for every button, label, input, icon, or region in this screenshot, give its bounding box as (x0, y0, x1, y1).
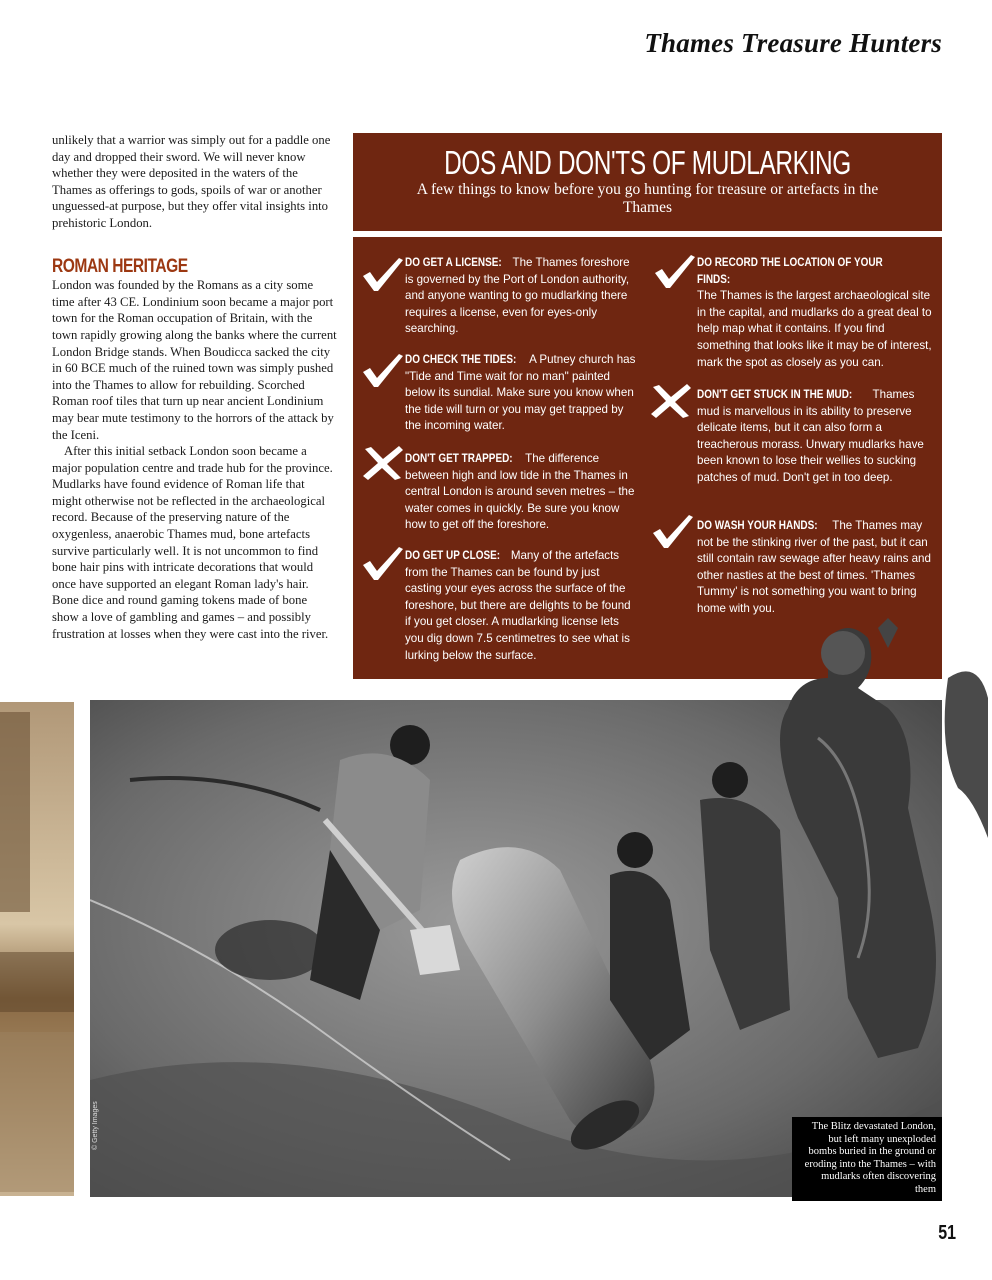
tip-title: DO WASH YOUR HANDS: (697, 519, 818, 532)
left-column (52, 132, 337, 642)
tip-title: DO GET A LICENSE: (405, 256, 502, 269)
roman-paragraph-1: London was founded by the Romans as a city some time after 43 CE. Londinium soon became a major port town for the Roman occupation of Britain, with the town rapidly growing along the banks where the current London Bridge stands. When Boudicca sacked the city in 60 BCE much of the ruined town was simply pushed into the Thames to allow for rebuilding. Scorched Roman roof tiles that turn up near ancient Londinium may bear mute testimony to the horrors of the attack by the Iceni. (52, 278, 337, 442)
photo-caption: The Blitz devastated London, but left many unexploded bombs buried in the ground or eroding into the Thames – with mudlarks often discovering them (792, 1117, 942, 1201)
tip-get-up-close (405, 548, 639, 664)
box-header (353, 133, 942, 231)
dos-donts-box (353, 133, 942, 679)
section-heading-roman-heritage: ROMAN HERITAGE (52, 255, 188, 277)
box-title: DOS AND DON'TS OF MUDLARKING (444, 144, 851, 181)
intro-paragraph: unlikely that a warrior was simply out for a paddle one day and dropped their sword. We will never know whether they were deposited in the waters of the Thames as offerings to gods, spoils of war or another unguessed-at purpose, but they offer vital insights into prehistoric London. (52, 133, 331, 230)
check-mark-icon (653, 253, 697, 289)
tip-body: The Thames is the largest archaeological site in the capital, and mudlarks do a great deal to help map what it contains. If you find something that looks like it may be of interest, mark the spot as closely as you can. (697, 289, 932, 369)
tip-body: The difference between high and low tide in the Thames in central London is around seven metres – the water comes in quickly. Be sure you know how to get off the foreshore. (405, 452, 635, 532)
check-mark-icon (361, 352, 405, 388)
page-number: 51 (937, 1222, 956, 1244)
tip-title: DON'T GET TRAPPED: (405, 452, 513, 465)
check-mark-icon (361, 545, 405, 581)
tip-check-tides (405, 352, 639, 435)
tip-title: DO RECORD THE LOCATION OF YOUR FINDS: (697, 256, 883, 286)
check-mark-icon (361, 256, 405, 292)
tip-body: Many of the artefacts from the Thames can be found by just casting your eyes across the surface of the foreshore, but there are delights to be found if you get closer. A mudlarking license lets you dig down 7.5 centimetres to see what is lurking below the surface. (405, 549, 631, 662)
tip-body: Thames mud is marvellous in its ability to preserve delicate items, but it can also form a treacherous morass. Unwary mudlarks have been known to lose their wellies to sucking patches of mud. Don't get in too deep. (697, 388, 924, 484)
tip-body: The Thames may not be the stinking river of the past, but it can still contain raw sewage after heavy rains and other nasties at the best of times. 'Thames Tummy' is not something you want to bring home with you. (697, 519, 931, 615)
box-subtitle: A few things to know before you go hunting for treasure or artefacts in the Thames (416, 181, 879, 216)
tip-get-license (405, 255, 639, 338)
tip-body: A Putney church has "Tide and Time wait for no man" painted below its sundial. Make sure you know when the tide will turn or you may get trapped by the incoming water. (405, 353, 636, 433)
tip-title: DON'T GET STUCK IN THE MUD: (697, 388, 853, 401)
page-header-title: Thames Treasure Hunters (644, 28, 942, 58)
check-mark-icon (651, 513, 695, 549)
tip-wash-hands (697, 518, 933, 618)
tip-get-trapped (405, 451, 639, 534)
sepia-photo-strip (0, 702, 74, 1196)
tip-stuck-in-mud (697, 387, 933, 487)
roman-paragraph-2: After this initial setback London soon became a major population centre and trade hub for the province. Mudlarks have found evidence of Roman life that might otherwise not be reflected in the archaeological record. Because of the preserving nature of the oxygenless, anaerobic Thames mud, bone artefacts survive particularly well. It is not uncommon to find bone hair pins with intricate decorations that would once have supported an elegant Roman lady's hair. Bone dice and round gaming tokens made of bone show a love of gambling and games – and possibly frustration at losses when they were cast into the river. (52, 444, 333, 641)
statue-artefact-image (758, 618, 992, 1058)
tip-record-location (697, 255, 933, 371)
photo-credit: © Getty Images (92, 1101, 99, 1150)
box-divider (353, 231, 942, 237)
tip-title: DO GET UP CLOSE: (405, 549, 501, 562)
tip-title: DO CHECK THE TIDES: (405, 353, 517, 366)
tip-body: The Thames foreshore is governed by the Port of London authority, and anyone wanting to go mudlarking there requires a license, even for eyes-only searching. (405, 256, 630, 336)
cross-mark-icon (361, 445, 405, 481)
cross-mark-icon (649, 383, 693, 419)
